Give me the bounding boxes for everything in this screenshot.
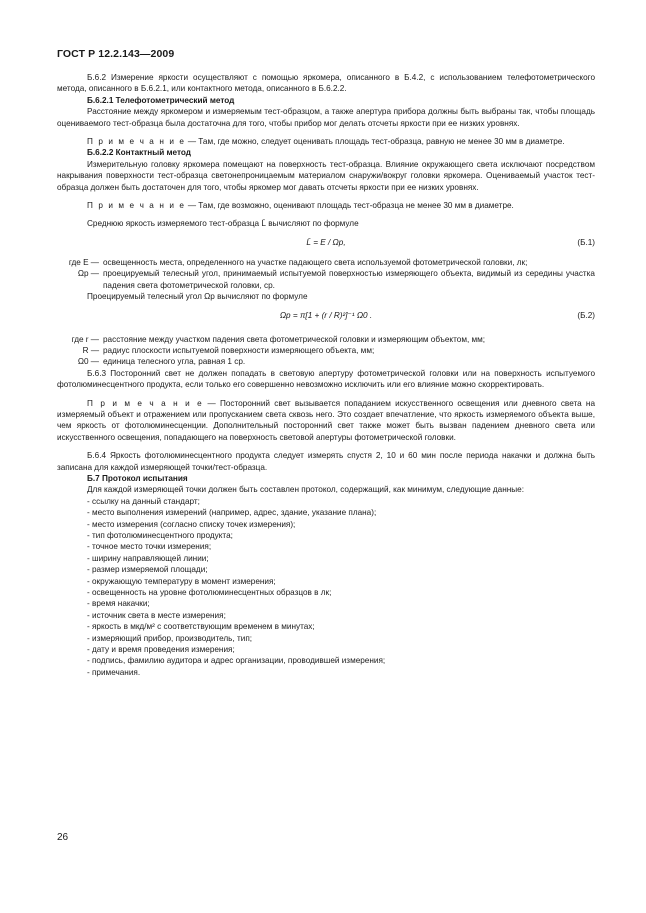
heading-b622: Б.6.2.2 Контактный метод — [87, 148, 191, 158]
protocol-list — [87, 496, 595, 679]
paragraph-b621: Расстояние между яркомером и измеряемым тест-образцом, а также апертура прибора должны быть выбраны так, чтобы площадь оцениваемого тест-образца была достаточна для того, чтобы прибор мог делать отсчеты яркости при ее низких уровнях. — [57, 107, 595, 128]
note-2 — [57, 200, 595, 211]
paragraph-b62: Б.6.2 Измерение яркости осуществляют с помощью яркомера, описанного в Б.4.2, с использованием телефотометрического метода, описанного в Б.6.2.1, или контактного метода, описанного в Б.6.2.2. — [57, 73, 595, 94]
definition-row — [57, 257, 595, 268]
note-text: — Там, где возможно, оценивают площадь тест-образца не менее 30 мм в диаметре. — [185, 201, 514, 211]
definition-symbol: Ω0 — — [77, 357, 99, 367]
list-item: - ссылку на данный стандарт; — [87, 496, 200, 506]
paragraph-solid-angle: Проецируемый телесный угол Ωp вычисляют по формуле — [87, 292, 308, 302]
definition-text: проецируемый телесный угол, принимаемый испытуемой поверхностью измеряющего объекта, видимый из середины участка падения света фотометрической головки, ср. — [103, 269, 595, 290]
list-item: - дату и время проведения измерения; — [87, 645, 235, 655]
paragraph-b7: Для каждой измеряющей точки должен быть составлен протокол, содержащий, как минимум, следующие данные: — [87, 485, 524, 495]
document-header: ГОСТ Р 12.2.143—2009 — [57, 48, 175, 60]
definition-symbol: Ωp — — [77, 269, 99, 279]
note-label: П р и м е ч а н и е — [87, 137, 186, 147]
definition-text: расстояние между участком падения света фотометрической головки и измеряющим объектом, мм; — [103, 334, 486, 344]
definition-row — [57, 268, 595, 291]
definitions-b2 — [57, 334, 595, 368]
formula-b1 — [57, 233, 595, 255]
list-item: - подпись, фамилию аудитора и адрес организации, проводившей измерения; — [87, 656, 386, 666]
note-3 — [57, 398, 595, 444]
formula-b2 — [57, 306, 595, 332]
list-item: - тип фотолюминесцентного продукта; — [87, 531, 233, 540]
list-item: - ширину направляющей линии; — [87, 553, 209, 563]
paragraph-b64: Б.6.4 Яркость фотолюминесцентного продукта следует измерять спустя 2, 10 и 60 мин после периода накачки и должна быть записана для каждой измеряющей точки/тест-образца. — [57, 451, 595, 472]
definition-row — [57, 334, 595, 345]
list-item: - примечания. — [87, 667, 141, 677]
list-item: - место измерения (согласно списку точек измерения); — [87, 519, 296, 529]
note-text: — Посторонний свет вызывается попаданием искусственного освещения или дневного света на измеряемый объект и отражением или пропусканием света сквозь него. Это создает впечатление, что яркость измеряемого объекта выше, чем яркость от фотолюминесценции. Дополнительный посторонний свет также может быть вызван падением дневного света или искусственного освещения, попадающего на поверхность световой апертуры фотометрической головки. — [57, 398, 595, 442]
formula-number: (Б.1) — [577, 237, 595, 247]
heading-b7: Б.7 Протокол испытания — [87, 473, 188, 483]
heading-b621: Б.6.2.1 Телефотометрический метод — [87, 95, 235, 105]
paragraph-b622: Измерительную головку яркомера помещают на поверхность тест-образца. Влияние окружающего света исключают посредством накрывания поверхности тест-образца светонепроницаемым материалом снаружи/вокруг головки яркомера. Оцениваемый участок тест-образца должен быть достаточен для того, чтобы яркомер мог давать отсчеты яркости при ее низких уровнях. — [57, 159, 595, 192]
note-1 — [57, 136, 595, 147]
list-item: - освещенность на уровне фотолюминесцентных образцов в лк; — [87, 588, 332, 598]
document-body — [57, 72, 595, 678]
definition-text: радиус плоскости испытуемой поверхности измеряющего объекта, мм; — [103, 345, 375, 355]
list-item: - точное место точки измерения; — [87, 542, 212, 552]
definition-row — [57, 345, 595, 356]
list-item: - яркость в мкд/м² с соответствующим временем в минутах; — [87, 622, 315, 632]
list-item: - время накачки; — [87, 599, 150, 609]
definitions-b1 — [57, 257, 595, 291]
note-text: — Там, где можно, следует оценивать площадь тест-образца, равную не менее 30 мм в диаметре. — [185, 137, 565, 147]
list-item: - окружающую температуру в момент измерения; — [87, 576, 276, 586]
list-item: - место выполнения измерений (например, адрес, здание, указание плана); — [87, 508, 377, 518]
formula-number: (Б.2) — [577, 310, 595, 320]
note-label: П р и м е ч а н и е — [87, 398, 204, 408]
definition-symbol: где E — — [68, 257, 99, 267]
formula-expression: Ωp = π[1 + (r / R)²]⁻¹ Ω0 . — [279, 310, 373, 320]
note-label: П р и м е ч а н и е — [87, 201, 186, 211]
definition-symbol: где r — — [71, 334, 99, 344]
definition-row — [57, 356, 595, 367]
definition-text: освещенность места, определенного на участке падающего света используемой фотометрической головки, лк; — [103, 257, 528, 267]
list-item: - источник света в месте измерения; — [87, 610, 226, 620]
paragraph-b63: Б.6.3 Посторонний свет не должен попадать в световую апертуру фотометрической головки или на поверхность испытуемого фотолюминесцентного продукта, если только его совершенно невозможно исключить или его влияние можно скорректировать. — [57, 368, 595, 390]
list-item: - измеряющий прибор, производитель, тип; — [87, 633, 253, 643]
paragraph-average-luminance: Среднюю яркость измеряемого тест-образца L̄ вычисляют по формуле — [87, 219, 359, 229]
page-number: 26 — [57, 832, 69, 843]
definition-symbol: R — — [82, 345, 99, 355]
list-item: - размер измеряемой площади; — [87, 565, 208, 575]
definition-text: единица телесного угла, равная 1 ср. — [103, 357, 246, 367]
formula-expression: L̄ = E / Ωp, — [306, 237, 346, 247]
